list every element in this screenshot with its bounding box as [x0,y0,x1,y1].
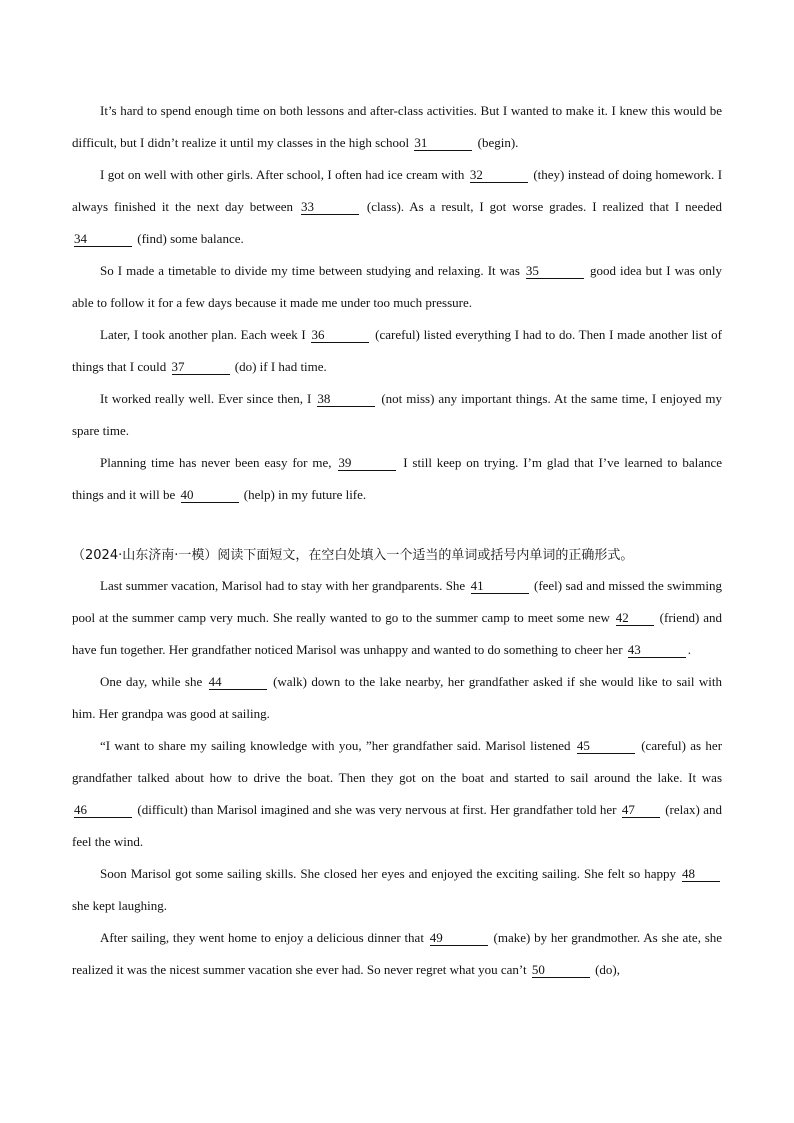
paragraph-text: . [687,642,692,657]
paragraph [72,255,722,319]
paragraph-text: “I want to share my sailing knowledge with you, ”her grandfather said. Marisol listened [100,738,571,753]
document-content [72,95,722,986]
paragraph-text: (feel) sad and missed the swimming pool at the summer camp very much. She really wanted to go to the summer camp to meet some new [72,578,723,625]
blank-34[interactable]: 34 [74,232,132,247]
paragraph [72,570,722,666]
blank-46[interactable]: 46 [74,803,132,818]
blank-36[interactable]: 36 [311,328,369,343]
paragraph-text: (begin). [477,135,519,150]
paragraph-text: Later, I took another plan. Each week I [100,327,306,342]
blank-48[interactable]: 48 [682,867,720,882]
blank-38[interactable]: 38 [317,392,375,407]
paragraph-text: It worked really well. Ever since then, I [100,391,312,406]
paragraph-text: (class). As a result, I got worse grades. I realized that I needed [366,199,722,214]
paragraph-text: After sailing, they went home to enjoy a delicious dinner that [100,930,424,945]
paragraph-text: I still keep on trying. I’m glad that I’ve learned to balance things and it will be [72,455,723,502]
blank-37[interactable]: 37 [172,360,230,375]
blank-31[interactable]: 31 [414,136,472,151]
paragraph-text: So I made a timetable to divide my time between studying and relaxing. It was [100,263,520,278]
blank-39[interactable]: 39 [338,456,396,471]
paragraph [72,447,722,511]
paragraph-text: (find) some balance. [137,231,244,246]
blank-49[interactable]: 49 [430,931,488,946]
blank-42[interactable]: 42 [616,611,654,626]
paragraph-text: Last summer vacation, Marisol had to stay with her grandparents. She [100,578,466,593]
paragraph-text: (help) in my future life. [243,487,367,502]
paragraph [72,858,722,922]
paragraph [72,922,722,986]
paragraph-text: she kept laughing. [72,898,167,913]
paragraph [72,159,722,255]
paragraph-text: One day, while she [100,674,203,689]
paragraph-text: (they) instead of doing homework. I always finished it the next day between [72,167,723,214]
paragraph-text: It’s hard to spend enough time on both lessons and after-class activities. But I wanted to make it. I knew this would be difficult, but I didn’t realize it until my classes in the high school [72,103,722,150]
paragraph-text: Soon Marisol got some sailing skills. She closed her eyes and enjoyed the exciting sailing. She felt so happy [100,866,677,881]
paragraph [72,95,722,159]
paragraph-text: good idea but I was only able to follow it for a few days because it made me under too much pressure. [72,263,723,310]
blank-41[interactable]: 41 [471,579,529,594]
blank-35[interactable]: 35 [526,264,584,279]
blank-33[interactable]: 33 [301,200,359,215]
blank-44[interactable]: 44 [209,675,267,690]
paragraph-text: (friend) and have fun together. Her grandfather noticed Marisol was unhappy and wanted to do something to cheer her [72,610,723,657]
blank-32[interactable]: 32 [470,168,528,183]
paragraph [72,319,722,383]
section-heading: （2024·山东济南·一模）阅读下面短文，在空白处填入一个适当的单词或括号内单词的正确形式。 [72,548,634,563]
paragraph [72,383,722,447]
blank-40[interactable]: 40 [181,488,239,503]
paragraph-text: (do) if I had time. [234,359,327,374]
blank-45[interactable]: 45 [577,739,635,754]
paragraph-text: (careful) listed everything I had to do. Then I made another list of things that I could [72,327,722,374]
blank-43[interactable]: 43 [628,643,686,658]
paragraph-text: Planning time has never been easy for me, [100,455,332,470]
paragraph-text: (careful) as her grandfather talked about how to drive the boat. Then they got on the boat and started to sail around the lake. It was [72,738,723,785]
paragraph-text: I got on well with other girls. After school, I often had ice cream with [100,167,465,182]
paragraph-text: (walk) down to the lake nearby, her grandfather asked if she would like to sail with him. Her grandpa was good at sailing. [72,674,723,721]
paragraph [72,666,722,730]
paragraph-text: (do), [595,962,621,977]
blank-47[interactable]: 47 [622,803,660,818]
paragraph-text: (difficult) than Marisol imagined and she was very nervous at first. Her grandfather told her [137,802,617,817]
paragraph-text: (make) by her grandmother. As she ate, she realized it was the nicest summer vacation she ever had. So never regret what you can’t [72,930,723,977]
paragraph-text: (relax) and feel the wind. [72,802,722,849]
blank-50[interactable]: 50 [532,963,590,978]
paragraph [72,730,722,858]
paragraph-text: (not miss) any important things. At the same time, I enjoyed my spare time. [72,391,723,438]
